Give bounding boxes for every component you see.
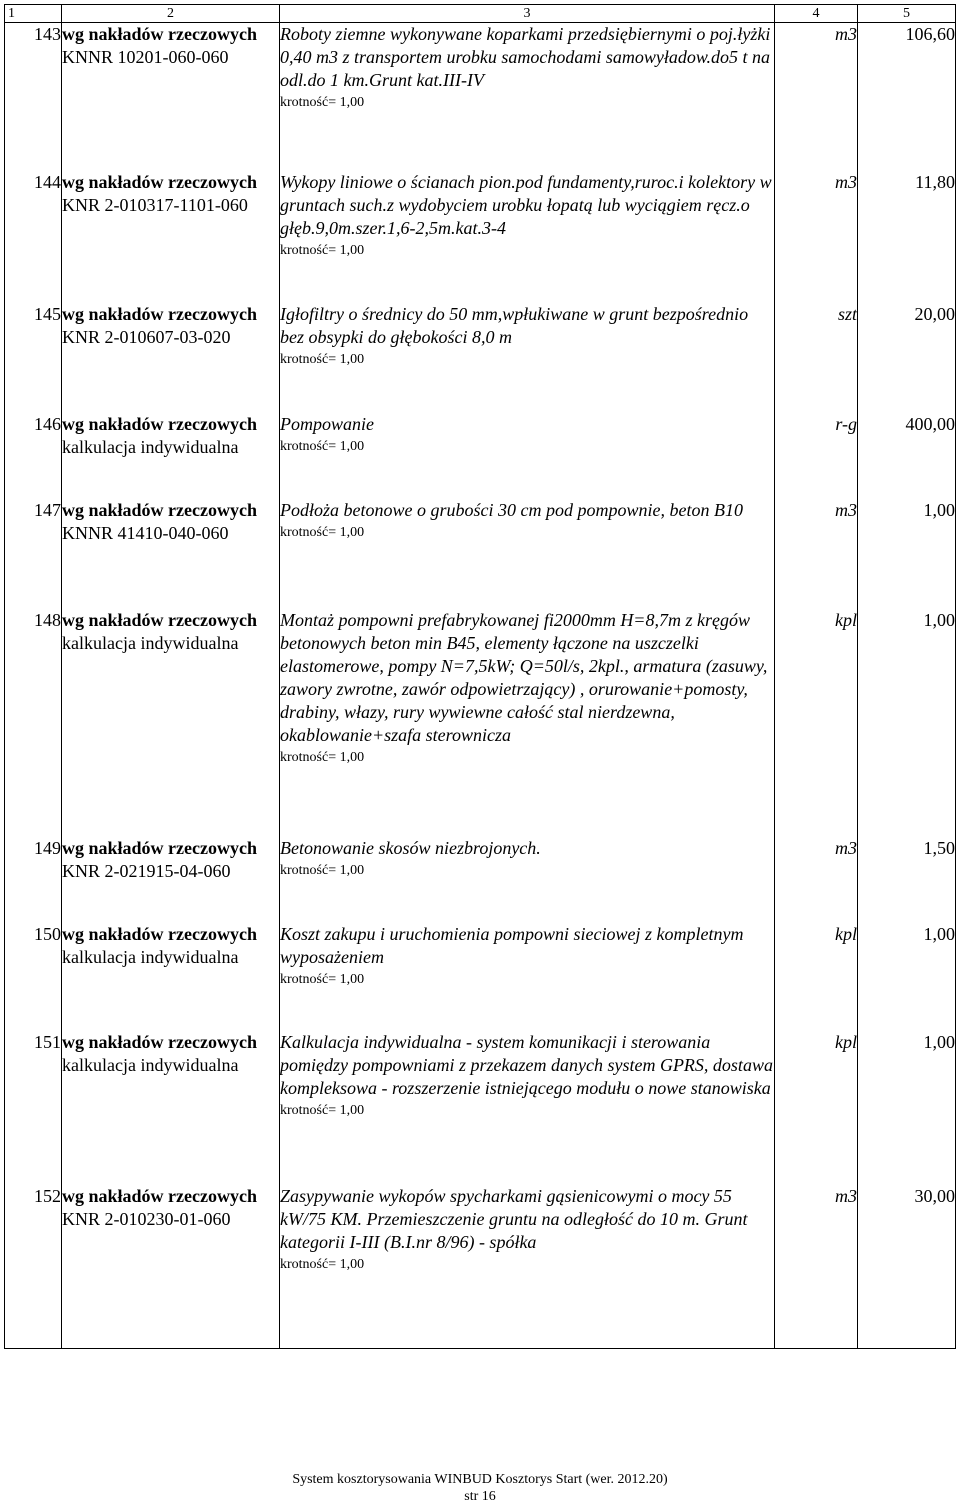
table-row xyxy=(5,413,956,499)
row-unit: kpl xyxy=(775,1031,858,1185)
row-description xyxy=(280,923,775,1031)
source-code: KNNR 10201-060-060 xyxy=(62,47,229,67)
source-label: wg nakładów rzeczowych xyxy=(62,24,257,44)
row-source xyxy=(62,23,280,171)
multiplier-text: krotność= 1,00 xyxy=(280,749,365,765)
table-row xyxy=(5,1031,956,1185)
source-label: wg nakładów rzeczowych xyxy=(62,171,257,192)
row-description xyxy=(280,609,775,837)
column-header-3: 3 xyxy=(280,5,775,23)
row-quantity: 106,60 xyxy=(858,23,956,171)
column-header-2: 2 xyxy=(62,5,280,23)
footer-system-text: System kosztorysowania WINBUD Kosztorys Start (wer. 2012.20) xyxy=(292,1472,668,1487)
description-text: Koszt zakupu i uruchomienia pompowni sieciowej z kompletnym wyposażeniem xyxy=(280,923,744,967)
description-text: Zasypywanie wykopów spycharkami gąsienicowymi o mocy 55 kW/75 KM. Przemieszczenie gruntu na odległość do 10 m. Grunt kategorii I-III (B.I.nr 8/96) - spółka xyxy=(280,1185,748,1252)
row-source xyxy=(62,923,280,1031)
multiplier-text: krotność= 1,00 xyxy=(280,862,365,878)
row-unit: m3 xyxy=(775,837,858,923)
source-label: wg nakładów rzeczowych xyxy=(62,1031,257,1052)
description-text: Wykopy liniowe o ścianach pion.pod fundamenty,ruroc.i kolektory w gruntach such.z wydobyciem urobku łopatą lub wyciągiem ręcz.o głęb.9,0m.szer.1,6-2,5m.kat.3-4 xyxy=(280,171,772,238)
row-number: 150 xyxy=(5,923,62,1031)
row-source xyxy=(62,499,280,609)
row-number: 146 xyxy=(5,413,62,499)
multiplier-text: krotność= 1,00 xyxy=(280,438,365,454)
description-text: Montaż pompowni prefabrykowanej fi2000mm H=8,7m z kręgów betonowych beton min B45, elementy łączone na uszczelki elastomerowe, pompy N=7,5kW; Q=50l/s, 2kpl., armatura (zasuwy, zawory zwrotne, zawór odpowietrzający) , orurowanie+pomosty, drabiny, włazy, rury wywiewne całość stal nierdzewna, okablowanie+szafa sterownicza xyxy=(280,609,768,745)
row-description xyxy=(280,303,775,413)
row-unit: szt xyxy=(775,303,858,413)
row-unit: kpl xyxy=(775,609,858,837)
description-text: Igłofiltry o średnicy do 50 mm,wpłukiwane w grunt bezpośrednio bez obsypki do głębokości 8,0 m xyxy=(280,303,749,347)
row-number: 147 xyxy=(5,499,62,609)
description-text: Kalkulacja indywidualna - system komunikacji i sterowania pomiędzy pompowniami z przekazem danych system GPRS, dostawa kompleksowa - rozszerzenie istniejącego modułu o nowe stanowiska xyxy=(280,1031,773,1098)
multiplier-text: krotność= 1,00 xyxy=(280,1102,365,1118)
row-description xyxy=(280,1185,775,1349)
multiplier-text: krotność= 1,00 xyxy=(280,524,365,540)
source-code: KNR 2-010230-01-060 xyxy=(62,1208,231,1229)
row-source xyxy=(62,303,280,413)
row-unit: r-g xyxy=(775,413,858,499)
table-row xyxy=(5,837,956,923)
source-code: kalkulacja indywidualna xyxy=(62,632,239,653)
footer-page-number: str 16 xyxy=(464,1489,496,1504)
source-code: KNR 2-021915-04-060 xyxy=(62,860,231,881)
row-unit: kpl xyxy=(775,923,858,1031)
source-label: wg nakładów rzeczowych xyxy=(62,923,257,944)
description-text: Pompowanie xyxy=(280,413,374,434)
table-row xyxy=(5,23,956,171)
row-source xyxy=(62,1185,280,1349)
row-quantity: 1,00 xyxy=(858,609,956,837)
row-quantity: 20,00 xyxy=(858,303,956,413)
column-header-5: 5 xyxy=(858,5,956,23)
description-text: Podłoża betonowe o grubości 30 cm pod pompownie, beton B10 xyxy=(280,499,743,520)
row-unit: m3 xyxy=(775,171,858,303)
row-source xyxy=(62,171,280,303)
source-code: KNR 2-010607-03-020 xyxy=(62,326,231,347)
multiplier-text: krotność= 1,00 xyxy=(280,95,365,110)
row-source xyxy=(62,837,280,923)
multiplier-text: krotność= 1,00 xyxy=(280,1256,365,1272)
column-header-4: 4 xyxy=(775,5,858,23)
column-header-1: 1 xyxy=(5,5,62,23)
header-row xyxy=(5,5,956,23)
source-code: kalkulacja indywidualna xyxy=(62,1054,239,1075)
table-row xyxy=(5,923,956,1031)
row-quantity: 400,00 xyxy=(858,413,956,499)
description-text: Roboty ziemne wykonywane koparkami przedsiębiernymi o poj.łyżki 0,40 m3 z transportem urobku samochodami samowyładow.do5 t na odl.do 1 km.Grunt kat.III-IV xyxy=(280,24,771,90)
row-unit: m3 xyxy=(775,499,858,609)
source-label: wg nakładów rzeczowych xyxy=(62,609,257,630)
table-row xyxy=(5,171,956,303)
row-description xyxy=(280,837,775,923)
cost-estimate-table xyxy=(4,4,956,1349)
row-description xyxy=(280,1031,775,1185)
row-number: 143 xyxy=(5,23,62,171)
source-label: wg nakładów rzeczowych xyxy=(62,837,257,858)
page-footer xyxy=(0,1471,960,1505)
row-source xyxy=(62,1031,280,1185)
table-row xyxy=(5,609,956,837)
row-quantity: 1,50 xyxy=(858,837,956,923)
row-source xyxy=(62,609,280,837)
source-label: wg nakładów rzeczowych xyxy=(62,303,257,324)
source-code: KNR 2-010317-1101-060 xyxy=(62,194,248,215)
row-unit: m3 xyxy=(775,1185,858,1349)
table-row xyxy=(5,1185,956,1349)
source-label: wg nakładów rzeczowych xyxy=(62,413,257,434)
row-number: 148 xyxy=(5,609,62,837)
source-label: wg nakładów rzeczowych xyxy=(62,1185,257,1206)
multiplier-text: krotność= 1,00 xyxy=(280,971,365,987)
row-description xyxy=(280,413,775,499)
row-number: 149 xyxy=(5,837,62,923)
row-source xyxy=(62,413,280,499)
row-unit: m3 xyxy=(775,23,858,171)
row-number: 151 xyxy=(5,1031,62,1185)
row-description xyxy=(280,171,775,303)
row-number: 144 xyxy=(5,171,62,303)
row-description xyxy=(280,499,775,609)
row-quantity: 1,00 xyxy=(858,923,956,1031)
source-code: kalkulacja indywidualna xyxy=(62,436,239,457)
row-description xyxy=(280,23,775,171)
row-quantity: 11,80 xyxy=(858,171,956,303)
row-quantity: 1,00 xyxy=(858,499,956,609)
multiplier-text: krotność= 1,00 xyxy=(280,351,365,367)
row-quantity: 30,00 xyxy=(858,1185,956,1349)
source-code: KNNR 41410-040-060 xyxy=(62,522,229,543)
source-code: kalkulacja indywidualna xyxy=(62,946,239,967)
table-row xyxy=(5,499,956,609)
row-number: 152 xyxy=(5,1185,62,1349)
row-number: 145 xyxy=(5,303,62,413)
row-quantity: 1,00 xyxy=(858,1031,956,1185)
source-label: wg nakładów rzeczowych xyxy=(62,499,257,520)
table-row xyxy=(5,303,956,413)
multiplier-text: krotność= 1,00 xyxy=(280,242,365,258)
description-text: Betonowanie skosów niezbrojonych. xyxy=(280,837,541,858)
